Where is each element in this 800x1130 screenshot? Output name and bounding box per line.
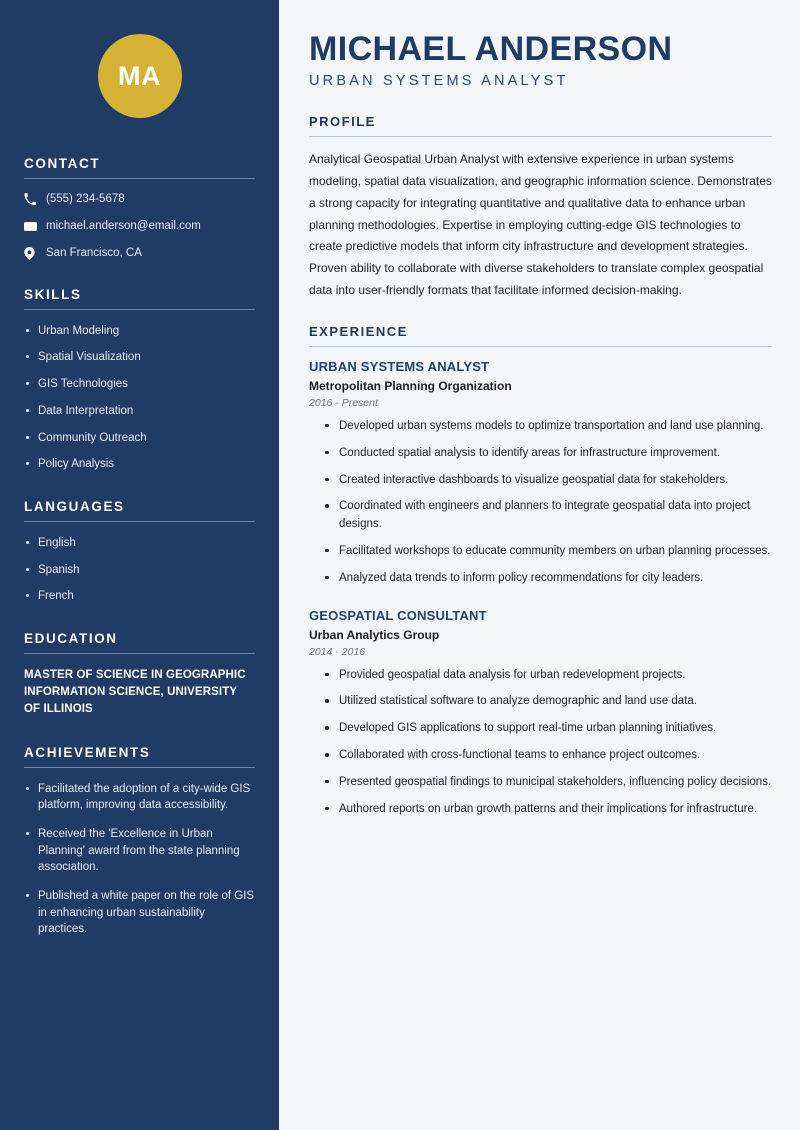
contact-location-value: San Francisco, CA bbox=[46, 246, 142, 259]
languages-divider bbox=[24, 521, 255, 522]
education-section bbox=[24, 631, 255, 719]
list-item: GIS Technologies bbox=[24, 376, 255, 393]
contact-phone-value: (555) 234-5678 bbox=[46, 193, 125, 205]
list-item: Community Outreach bbox=[24, 430, 255, 447]
page-title: MICHAEL ANDERSON bbox=[309, 30, 673, 68]
list-item: Developed GIS applications to support real-time urban planning initiatives. bbox=[325, 720, 772, 738]
education-heading: EDUCATION bbox=[24, 630, 118, 646]
contact-heading: CONTACT bbox=[24, 156, 101, 171]
experience-entry bbox=[309, 608, 772, 819]
map-pin-icon bbox=[24, 247, 46, 260]
list-item: Facilitated the adoption of a city-wide GIS platform, improving data accessibility. bbox=[24, 781, 255, 814]
contact-email-row[interactable] bbox=[24, 219, 255, 234]
experience-job-title: URBAN SYSTEMS ANALYST bbox=[309, 358, 490, 374]
list-item: Coordinated with engineers and planners to integrate geospatial data into project designs. bbox=[325, 498, 772, 534]
profile-divider bbox=[309, 136, 772, 137]
skills-list bbox=[24, 323, 255, 473]
list-item: Facilitated workshops to educate community members on urban planning processes. bbox=[325, 543, 772, 561]
list-item: Received the 'Excellence in Urban Planning' award from the state planning association. bbox=[24, 826, 255, 876]
contact-section bbox=[24, 156, 255, 261]
list-item: Spanish bbox=[24, 562, 255, 579]
list-item: English bbox=[24, 535, 255, 552]
education-degree: MASTER OF SCIENCE IN GEOGRAPHIC INFORMATION SCIENCE, UNIVERSITY OF ILLINOIS bbox=[24, 668, 246, 716]
experience-company: Metropolitan Planning Organization bbox=[309, 378, 512, 393]
experience-entry bbox=[309, 359, 772, 588]
list-item: Presented geospatial findings to municipal stakeholders, influencing policy decisions. bbox=[325, 774, 772, 792]
experience-heading: EXPERIENCE bbox=[309, 323, 408, 339]
achievements-list bbox=[24, 781, 255, 938]
contact-email-value: michael.anderson@email.com bbox=[46, 219, 201, 232]
avatar-container bbox=[24, 0, 255, 156]
skills-section bbox=[24, 287, 255, 473]
achievements-section bbox=[24, 745, 255, 938]
profile-section bbox=[309, 114, 772, 302]
sidebar bbox=[0, 0, 279, 1130]
phone-icon bbox=[24, 193, 46, 205]
experience-job-title: GEOSPATIAL CONSULTANT bbox=[309, 607, 487, 623]
list-item: Urban Modeling bbox=[24, 323, 255, 340]
list-item: Developed urban systems models to optimize transportation and land use planning. bbox=[325, 418, 772, 436]
achievements-heading: ACHIEVEMENTS bbox=[24, 744, 151, 760]
list-item: Spatial Visualization bbox=[24, 349, 255, 366]
main-content bbox=[279, 0, 800, 1130]
experience-dates: 2016 - Present bbox=[309, 396, 378, 409]
experience-dates: 2014 - 2016 bbox=[309, 645, 366, 658]
list-item: French bbox=[24, 588, 255, 605]
contact-phone-row[interactable] bbox=[24, 192, 255, 207]
list-item: Analyzed data trends to inform policy recommendations for city leaders. bbox=[325, 570, 772, 588]
profile-text: Analytical Geospatial Urban Analyst with extensive experience in urban systems modeling, spatial data visualization, and geographic information science. Demonstrates a strong capacity for integrating quantitative and qualitative data to enhance urban planning methodologies. Expertise in employing cutting-edge GIS technologies to create predictive models that inform city infrastructure and development strategies. Proven ability to collaborate with diverse stakeholders to translate complex geospatial data into user-friendly formats that facilitate informed decision-making. bbox=[309, 152, 772, 298]
list-item: Published a white paper on the role of GIS in enhancing urban sustainability practices. bbox=[24, 888, 255, 938]
list-item: Data Interpretation bbox=[24, 403, 255, 420]
list-item: Provided geospatial data analysis for urban redevelopment projects. bbox=[325, 667, 772, 685]
profile-heading: PROFILE bbox=[309, 114, 376, 130]
skills-divider bbox=[24, 309, 255, 310]
languages-list bbox=[24, 535, 255, 605]
list-item: Conducted spatial analysis to identify areas for infrastructure improvement. bbox=[325, 445, 772, 463]
list-item: Policy Analysis bbox=[24, 456, 255, 473]
experience-company: Urban Analytics Group bbox=[309, 627, 440, 642]
list-item: Collaborated with cross-functional teams to enhance project outcomes. bbox=[325, 747, 772, 765]
list-item: Utilized statistical software to analyze demographic and land use data. bbox=[325, 693, 772, 711]
avatar: MA bbox=[98, 34, 182, 118]
experience-divider bbox=[309, 346, 772, 347]
languages-section bbox=[24, 499, 255, 605]
envelope-icon bbox=[24, 220, 46, 233]
job-role-subtitle: URBAN SYSTEMS ANALYST bbox=[309, 73, 569, 90]
contact-location-row[interactable] bbox=[24, 246, 255, 261]
education-divider bbox=[24, 653, 255, 654]
languages-heading: LANGUAGES bbox=[24, 498, 125, 514]
achievements-divider bbox=[24, 767, 255, 768]
experience-bullet-list bbox=[309, 667, 772, 819]
list-item: Created interactive dashboards to visualize geospatial data for stakeholders. bbox=[325, 472, 772, 490]
contact-divider bbox=[24, 178, 255, 179]
experience-section bbox=[309, 324, 772, 819]
experience-bullet-list bbox=[309, 418, 772, 588]
skills-heading: SKILLS bbox=[24, 286, 82, 302]
list-item: Authored reports on urban growth patterns and their implications for infrastructure. bbox=[325, 801, 772, 819]
